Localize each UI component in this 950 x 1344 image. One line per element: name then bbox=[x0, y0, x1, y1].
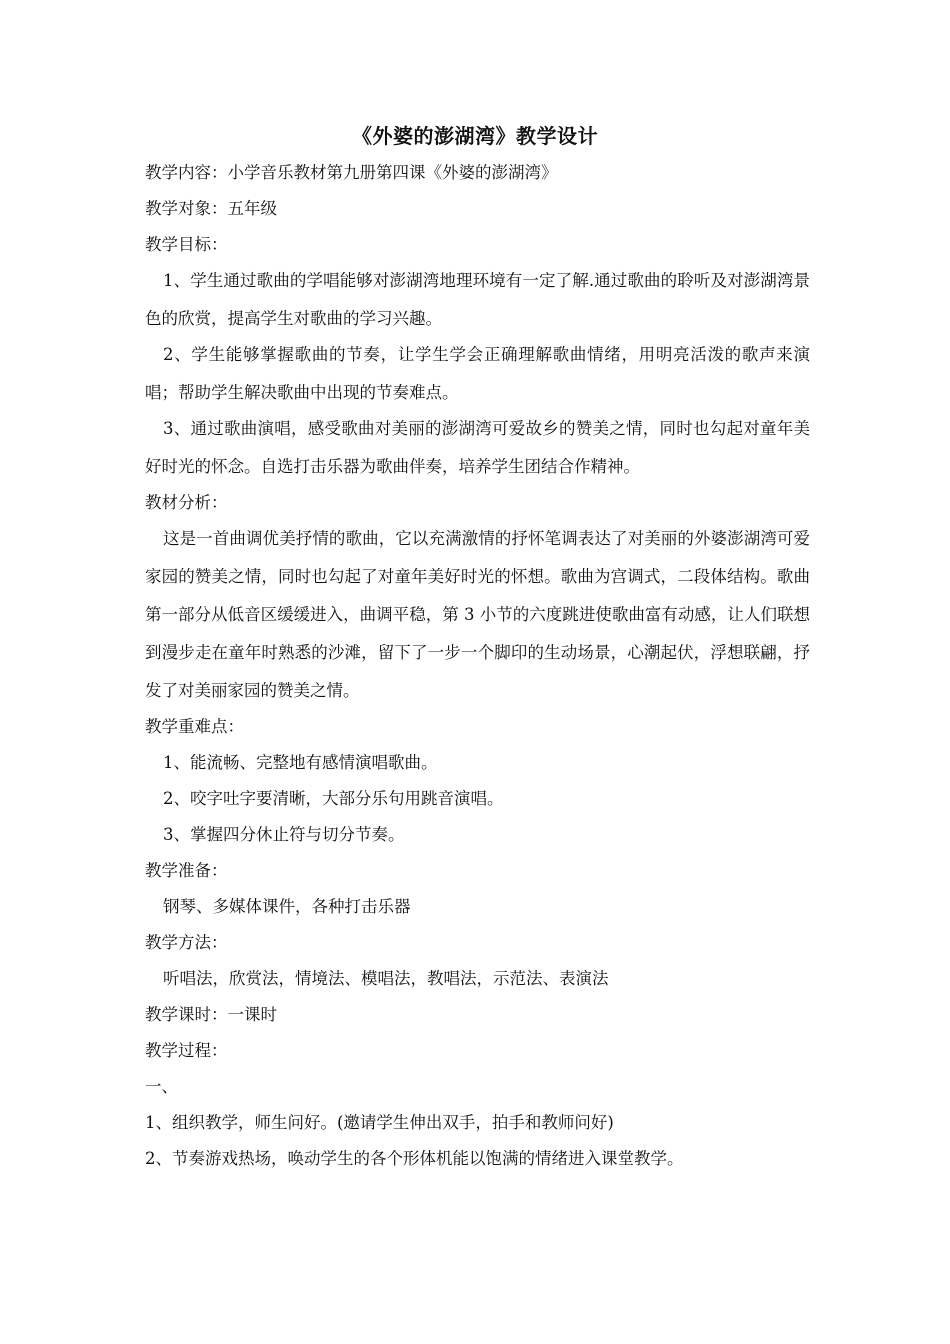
teaching-audience-line: 教学对象：五年级 bbox=[145, 199, 277, 218]
document-title: 《外婆的澎湖湾》教学设计 bbox=[352, 124, 598, 148]
objective-item: 2、学生能够掌握歌曲的节奏，让学生学会正确理解歌曲情绪，用明亮活泼的歌声来演唱；帮助学生解决歌曲中出现的节奏难点。 bbox=[145, 345, 810, 402]
methods-text: 听唱法，欣赏法，情境法、模唱法，教唱法，示范法、表演法 bbox=[163, 969, 609, 988]
analysis-paragraph: 这是一首曲调优美抒情的歌曲，它以充满激情的抒怀笔调表达了对美丽的外婆澎湖湾可爱家园的赞美之情，同时也勾起了对童年美好时光的怀想。歌曲为宫调式，二段体结构。歌曲第一部分从低音区缓缓进入，曲调平稳，第 3 小节的六度跳进使歌曲富有动感，让人们联想到漫步走在童年时熟悉的沙滩，留下了一步一个脚印的生动场景，心潮起伏，浮想联翩，抒发了对美丽家园的赞美之情。 bbox=[145, 529, 810, 700]
teaching-hours-line: 教学课时：一课时 bbox=[145, 1005, 277, 1024]
preparation-heading: 教学准备： bbox=[145, 861, 228, 880]
keypoint-item: 2、咬字吐字要清晰，大部分乐句用跳音演唱。 bbox=[163, 789, 504, 808]
process-section-marker: 一、 bbox=[145, 1077, 178, 1096]
process-step: 1、组织教学，师生问好。(邀请学生伸出双手，拍手和教师问好) bbox=[145, 1113, 614, 1132]
process-step: 2、节奏游戏热场，唤动学生的各个形体机能以饱满的情绪进入课堂教学。 bbox=[145, 1149, 684, 1168]
preparation-text: 钢琴、多媒体课件，各种打击乐器 bbox=[163, 897, 411, 916]
keypoints-heading: 教学重难点： bbox=[145, 717, 244, 736]
process-heading: 教学过程： bbox=[145, 1041, 228, 1060]
teaching-content-line: 教学内容：小学音乐教材第九册第四课《外婆的澎湖湾》 bbox=[145, 163, 558, 182]
analysis-heading: 教材分析： bbox=[145, 493, 228, 512]
objectives-heading: 教学目标： bbox=[145, 235, 228, 254]
methods-heading: 教学方法： bbox=[145, 933, 228, 952]
objective-item: 1、学生通过歌曲的学唱能够对澎湖湾地理环境有一定了解.通过歌曲的聆听及对澎湖湾景色的欣赏，提高学生对歌曲的学习兴趣。 bbox=[145, 271, 810, 328]
keypoint-item: 1、能流畅、完整地有感情演唱歌曲。 bbox=[163, 753, 438, 772]
document-body bbox=[145, 158, 810, 1180]
keypoint-item: 3、掌握四分休止符与切分节奏。 bbox=[163, 825, 405, 844]
objective-item: 3、通过歌曲演唱，感受歌曲对美丽的澎湖湾可爱故乡的赞美之情，同时也勾起对童年美好时光的怀念。自选打击乐器为歌曲伴奏，培养学生团结合作精神。 bbox=[145, 419, 810, 476]
